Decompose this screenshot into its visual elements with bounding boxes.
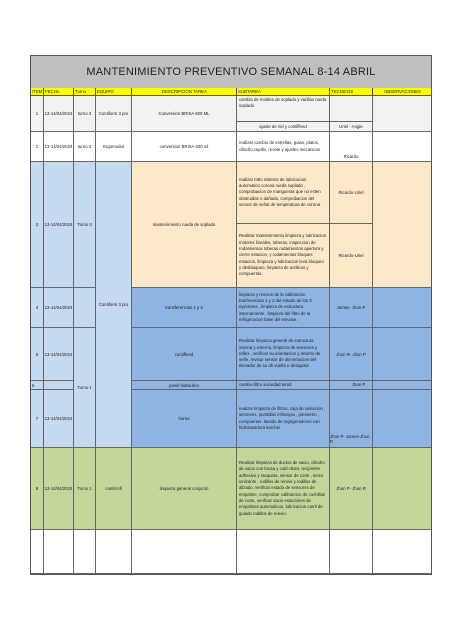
row3-subtarea-a: realizar mtto sistema de lubricacion automatico corona rueda soplado , comprobacion de mangueras que no esten obstruidas o dañada, comprobacion del sensor de señal de temperatura de corona — [237, 162, 330, 224]
row1-subtarea-b: ajuste de riel y contiffeed — [237, 122, 330, 132]
header-tecnicos: TECNICOS — [330, 88, 373, 96]
row5-observaciones — [373, 328, 431, 381]
row4-fecha: 13-14/04/2024 — [44, 288, 74, 328]
row4-turno — [74, 288, 96, 328]
maintenance-sheet — [30, 55, 432, 575]
row3-tecnicos-b: Ricardo-Uriel — [330, 224, 373, 288]
row5-subtarea: Realizar limpieza general de estructura interna y externa, limpieza de sensores y reflex , verificar su orientacion y retorno de señe, revisar sensor de alimentacion del elevador de su ah vuelta e desajuste — [237, 328, 330, 381]
row6-subtarea: cambio filtro suciedad temiz — [237, 381, 330, 390]
row8-fecha: 13-14/04/2024 — [44, 448, 74, 530]
header-observaciones: OBSERVACIONES — [373, 88, 431, 96]
row6-fecha — [44, 381, 74, 390]
row7-tecnicos: Jhon P- James-Jhon R — [330, 390, 373, 448]
row1-item: 1 — [31, 96, 44, 132]
row7-item: 7 — [31, 390, 44, 448]
empty-descripcion — [132, 530, 237, 574]
empty-tecnicos — [330, 530, 373, 574]
row3-descripcion: mantenimiento rueda de soplado — [132, 162, 237, 288]
row3-turno: Turno 3 — [74, 162, 96, 288]
row1-equipo: Contiform 3 pro — [96, 96, 132, 132]
row1-observaciones — [373, 96, 431, 132]
row2-equipo: Ergomodul — [96, 132, 132, 162]
row3-fecha: 13-14/04/2024 — [44, 162, 74, 288]
row8-tecnicos: Jhon P- Jhon R — [330, 448, 373, 530]
row4-tecnicos: James- Jhon P — [330, 288, 373, 328]
row8-item: 8 — [31, 448, 44, 530]
row1-turno: turno 3 — [74, 96, 96, 132]
row8-turno: Turno 1 — [74, 448, 96, 530]
row1-tecnicos-blank — [330, 96, 373, 122]
row2-turno: turno 3 — [74, 132, 96, 162]
row4-descripcion: transferencias 1 y 2 — [132, 288, 237, 328]
row5-descripcion: contiffeed — [132, 328, 237, 381]
empty-fecha — [44, 530, 74, 574]
header-fecha: FECHA — [44, 88, 74, 96]
row7-fecha: 13-14/04/2024 — [44, 390, 74, 448]
equipo-shared: Contiform 3 pro — [96, 162, 132, 448]
row2-subtarea: realizar cambio de estrellas, guias, platos, cilindro,cepillo, recete y ajustes mecanicos — [237, 132, 330, 162]
row1-tecnicos: Uriel - Angie — [330, 122, 373, 132]
row7-observaciones — [373, 390, 431, 448]
row5-fecha: 13-14/04/2024 — [44, 328, 74, 381]
header-subtarea: SUBTAREA — [237, 88, 330, 96]
row8-equipo: contirroll — [96, 448, 132, 530]
header-equipo: EQUIPO — [96, 88, 132, 96]
row2-fecha: 13-14/04/2024 — [44, 132, 74, 162]
row6-descripcion: panel hidraulico — [132, 381, 237, 390]
row6-tecnicos: Jhon P — [330, 381, 373, 390]
row3-tecnicos-a: Ricardo-Uriel — [330, 162, 373, 224]
row2-descripcion: conversion BRISA 600 ml — [132, 132, 237, 162]
row8-observaciones — [373, 448, 431, 530]
row2-tecnicos: Ricardo — [330, 132, 373, 162]
empty-turno — [74, 530, 96, 574]
row7-descripcion: horno — [132, 390, 237, 448]
row2-item: 2 — [31, 132, 44, 162]
header-turno: Turno — [74, 88, 96, 96]
row6-item: 6 — [31, 381, 44, 390]
header-descripcion: DESCRIPCION TAREA — [132, 88, 237, 96]
row1-subtarea-a: cambio de moldes de soplado y varillas rueda soplado — [237, 96, 330, 122]
header-item: ITEM — [32, 89, 43, 94]
row6-observaciones — [373, 381, 431, 390]
row1-fecha: 13-14/04/2024 — [44, 96, 74, 132]
row4-subtarea: limpieza y revison de la calibracion tranferencias 1 y 2 del estado de los 3 eyectores , limpieza de estructura internamente , limpieza del filtro de la refrigeracion base del enivase. — [237, 288, 330, 328]
empty-item — [31, 530, 44, 574]
row8-descripcion: limpieza general conjunto — [132, 448, 237, 530]
turno-shared: Turno 1 — [74, 328, 96, 448]
empty-equipo — [96, 530, 132, 574]
row4-item: 4 — [31, 288, 44, 328]
empty-observaciones — [373, 530, 431, 574]
row3-item: 3 — [31, 162, 44, 288]
row3-subtarea-b: Realizar mantenimiento limpieza y lubricacion motores lineales, toberas, inspeccion de rodamientos toberas rodamientos apertura y cierre estacion, y rodamientos bloques estacion, limpieza y lubricacion leva bloqueo y desbloqueo, limpieza de actilicos y compuertas. — [237, 224, 330, 288]
row5-tecnicos: Jhon R- Jhon P — [330, 328, 373, 381]
row4-observaciones — [373, 288, 431, 328]
row8-subtarea: Realizar limpieza de ductos de vacio, cilindro de vacio con brosa y cold clean, recipiente adhesivo y rasqueta, sensor de corte , tierra ionizante , rodillos de renvio y rodillos de alizado, verificar estado de sensores de empalme, comprobar calibracion de cuchillas de corte, verificar vacio estaciones de empalmes automaticos, lubricacion carril de guiado rodillos de renvio. — [237, 448, 330, 530]
row1-descripcion: Conversion BRISA 600 ML — [132, 96, 237, 132]
sheet-title: MANTENIMIENTO PREVENTIVO SEMANAL 8-14 ABRIL — [31, 56, 431, 89]
row5-item: 5 — [31, 328, 44, 381]
row3-observaciones — [373, 162, 431, 288]
empty-subtarea — [237, 530, 330, 574]
row7-subtarea: realizar limpieza de filtros, caja de seleccion , sensores, pantallas infrarojas , pirometro , compuertas. lavado de regrigeradores con hidrolavadora karcher — [237, 390, 330, 448]
row2-observaciones — [373, 132, 431, 162]
